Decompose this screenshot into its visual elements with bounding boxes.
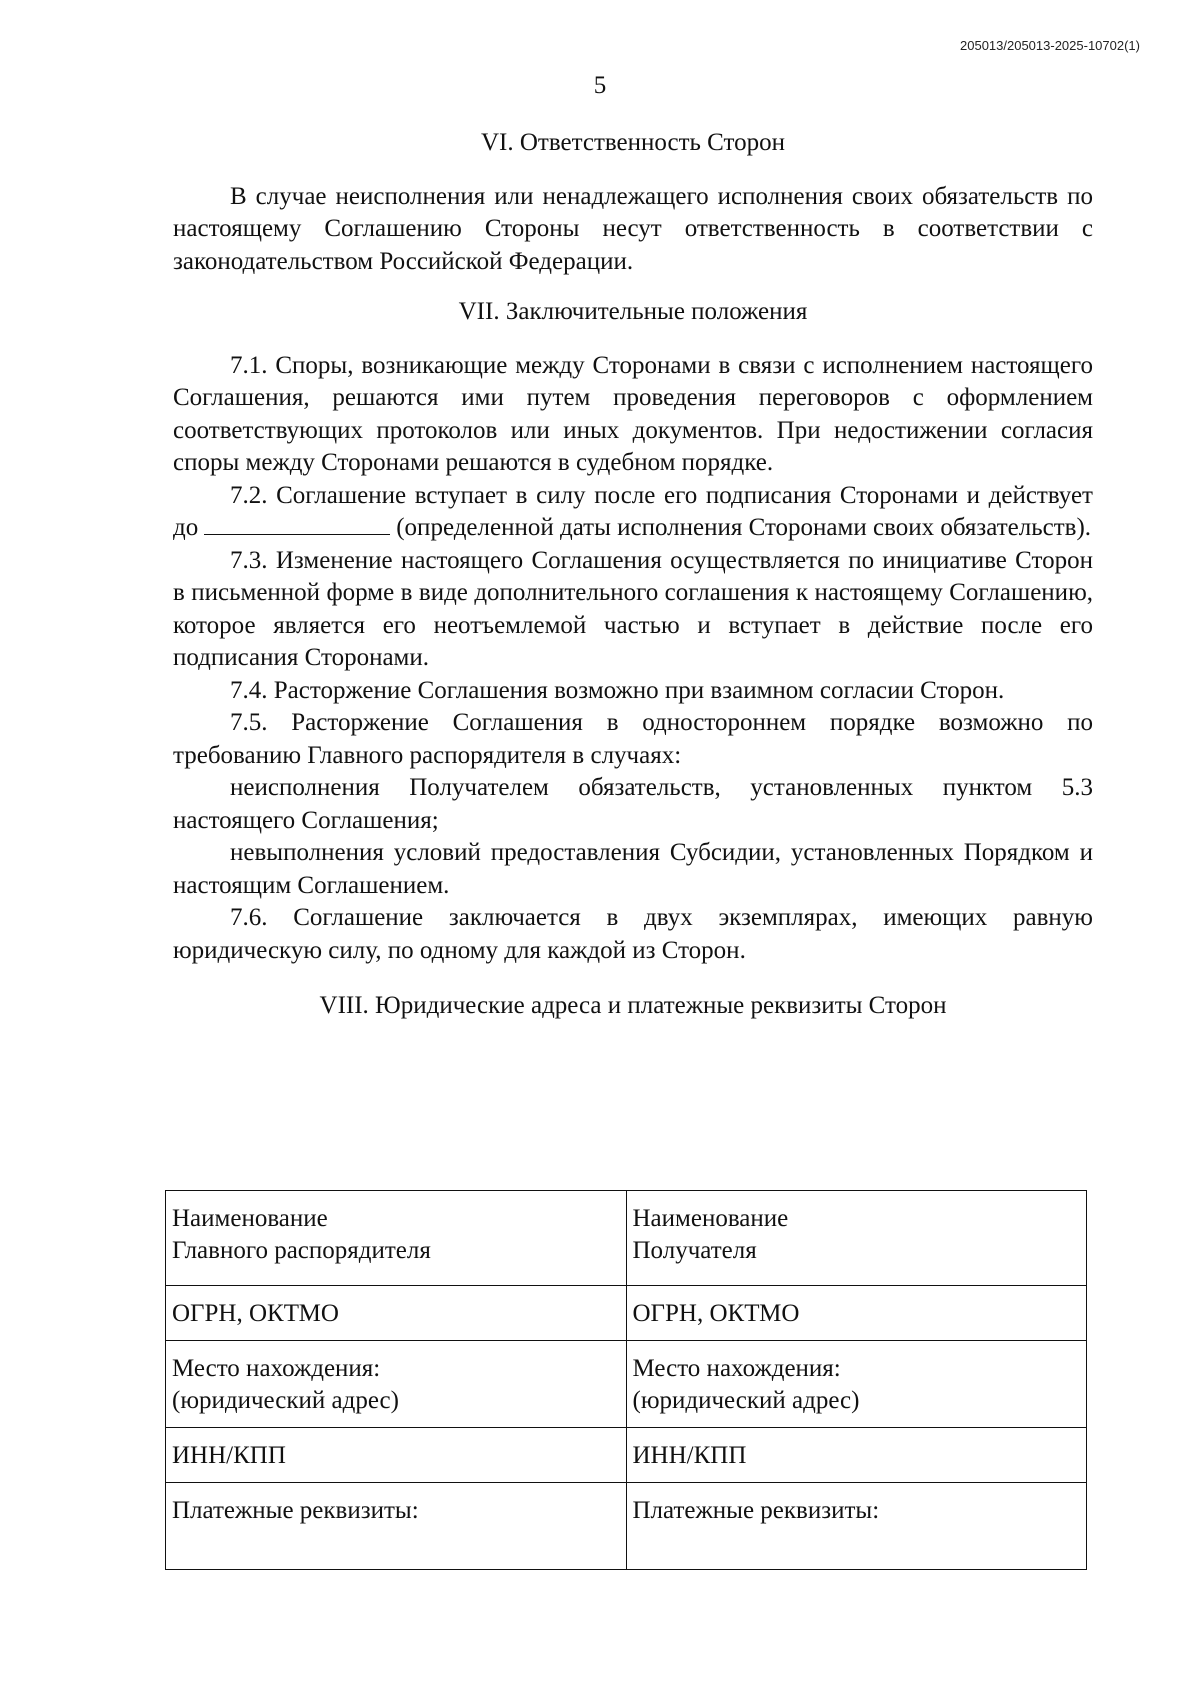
document-body [173, 120, 1093, 1023]
table-row [166, 1341, 1087, 1428]
table-cell [626, 1286, 1087, 1341]
cell-label: ИНН/КПП [632, 1442, 747, 1469]
cell-label: (юридический адрес) [172, 1387, 399, 1414]
page-number: 5 [593, 72, 607, 99]
cell-label: (юридический адрес) [632, 1387, 860, 1414]
clause-7-2-start: 7.2. Соглашение вступает в силу после его подписания Сторонами и действует до [173, 481, 1093, 541]
clause-7-5: 7.5. Расторжение Соглашения в одностороннем порядке возможно по требованию Главного распорядителя в случаях: [173, 709, 1093, 769]
cell-label: Главного распорядителя [172, 1237, 431, 1264]
date-blank-line [204, 512, 390, 535]
cell-label: ОГРН, ОКТМО [172, 1300, 339, 1327]
clause-7-2-end: (определенной даты исполнения Сторонами своих обязательств). [396, 514, 1092, 541]
table-row [166, 1428, 1087, 1483]
table-cell [166, 1341, 627, 1428]
clause-7-4: 7.4. Расторжение Соглашения возможно при взаимном согласии Сторон. [230, 676, 1005, 704]
clause-7-5-item-2: невыполнения условий предоставления Субсидии, установленных Порядком и настоящим Соглашением. [173, 839, 1093, 899]
clause-7-6: 7.6. Соглашение заключается в двух экземплярах, имеющих равную юридическую силу, по одному для каждой из Сторон. [173, 904, 1093, 964]
table-row [166, 1483, 1087, 1570]
table-cell [166, 1286, 627, 1341]
table-row [166, 1191, 1087, 1286]
cell-label: Наименование [172, 1205, 328, 1232]
clause-7-3: 7.3. Изменение настоящего Соглашения осуществляется по инициативе Сторон в письменной форме в виде дополнительного соглашения к настоящему Соглашению, которое является его неотъемлемой частью и вступает в действие после его подписания Сторонами. [173, 546, 1093, 671]
cell-label: ИНН/КПП [172, 1442, 286, 1469]
cell-label: ОГРН, ОКТМО [632, 1300, 800, 1327]
table-cell [626, 1191, 1087, 1286]
table-cell [626, 1341, 1087, 1428]
clause-7-2 [173, 480, 1093, 545]
document-id: 205013/205013-2025-10702(1) [960, 38, 1140, 53]
table-row [166, 1286, 1087, 1341]
table-cell [166, 1191, 627, 1286]
cell-label: Платежные реквизиты: [632, 1497, 880, 1524]
table-cell [166, 1428, 627, 1483]
clause-7-1: 7.1. Споры, возникающие между Сторонами в связи с исполнением настоящего Соглашения, решаются ими путем проведения переговоров с оформлением соответствующих протоколов или иных документов. При недостижении согласия споры между Сторонами решаются в судебном порядке. [173, 351, 1093, 476]
cell-label: Наименование [632, 1205, 789, 1232]
requisites-table [165, 1190, 1087, 1570]
section-6-title: VI. Ответственность Сторон [481, 129, 785, 156]
cell-label: Место нахождения: [172, 1355, 381, 1382]
cell-label: Платежные реквизиты: [172, 1497, 419, 1524]
table-cell [166, 1483, 627, 1570]
table-cell [626, 1428, 1087, 1483]
section-7-title: VII. Заключительные положения [458, 298, 808, 325]
cell-label: Место нахождения: [632, 1355, 841, 1382]
section-6-text: В случае неисполнения или ненадлежащего исполнения своих обязательств по настоящему Соглашению Стороны несут ответственность в соответствии с законодательством Российской Федерации. [173, 182, 1093, 275]
clause-7-5-item-1: неисполнения Получателем обязательств, установленных пунктом 5.3 настоящего Соглашения; [173, 774, 1093, 834]
section-8-title: VIII. Юридические адреса и платежные реквизиты Сторон [319, 992, 947, 1019]
table-cell [626, 1483, 1087, 1570]
cell-label: Получателя [632, 1237, 757, 1264]
